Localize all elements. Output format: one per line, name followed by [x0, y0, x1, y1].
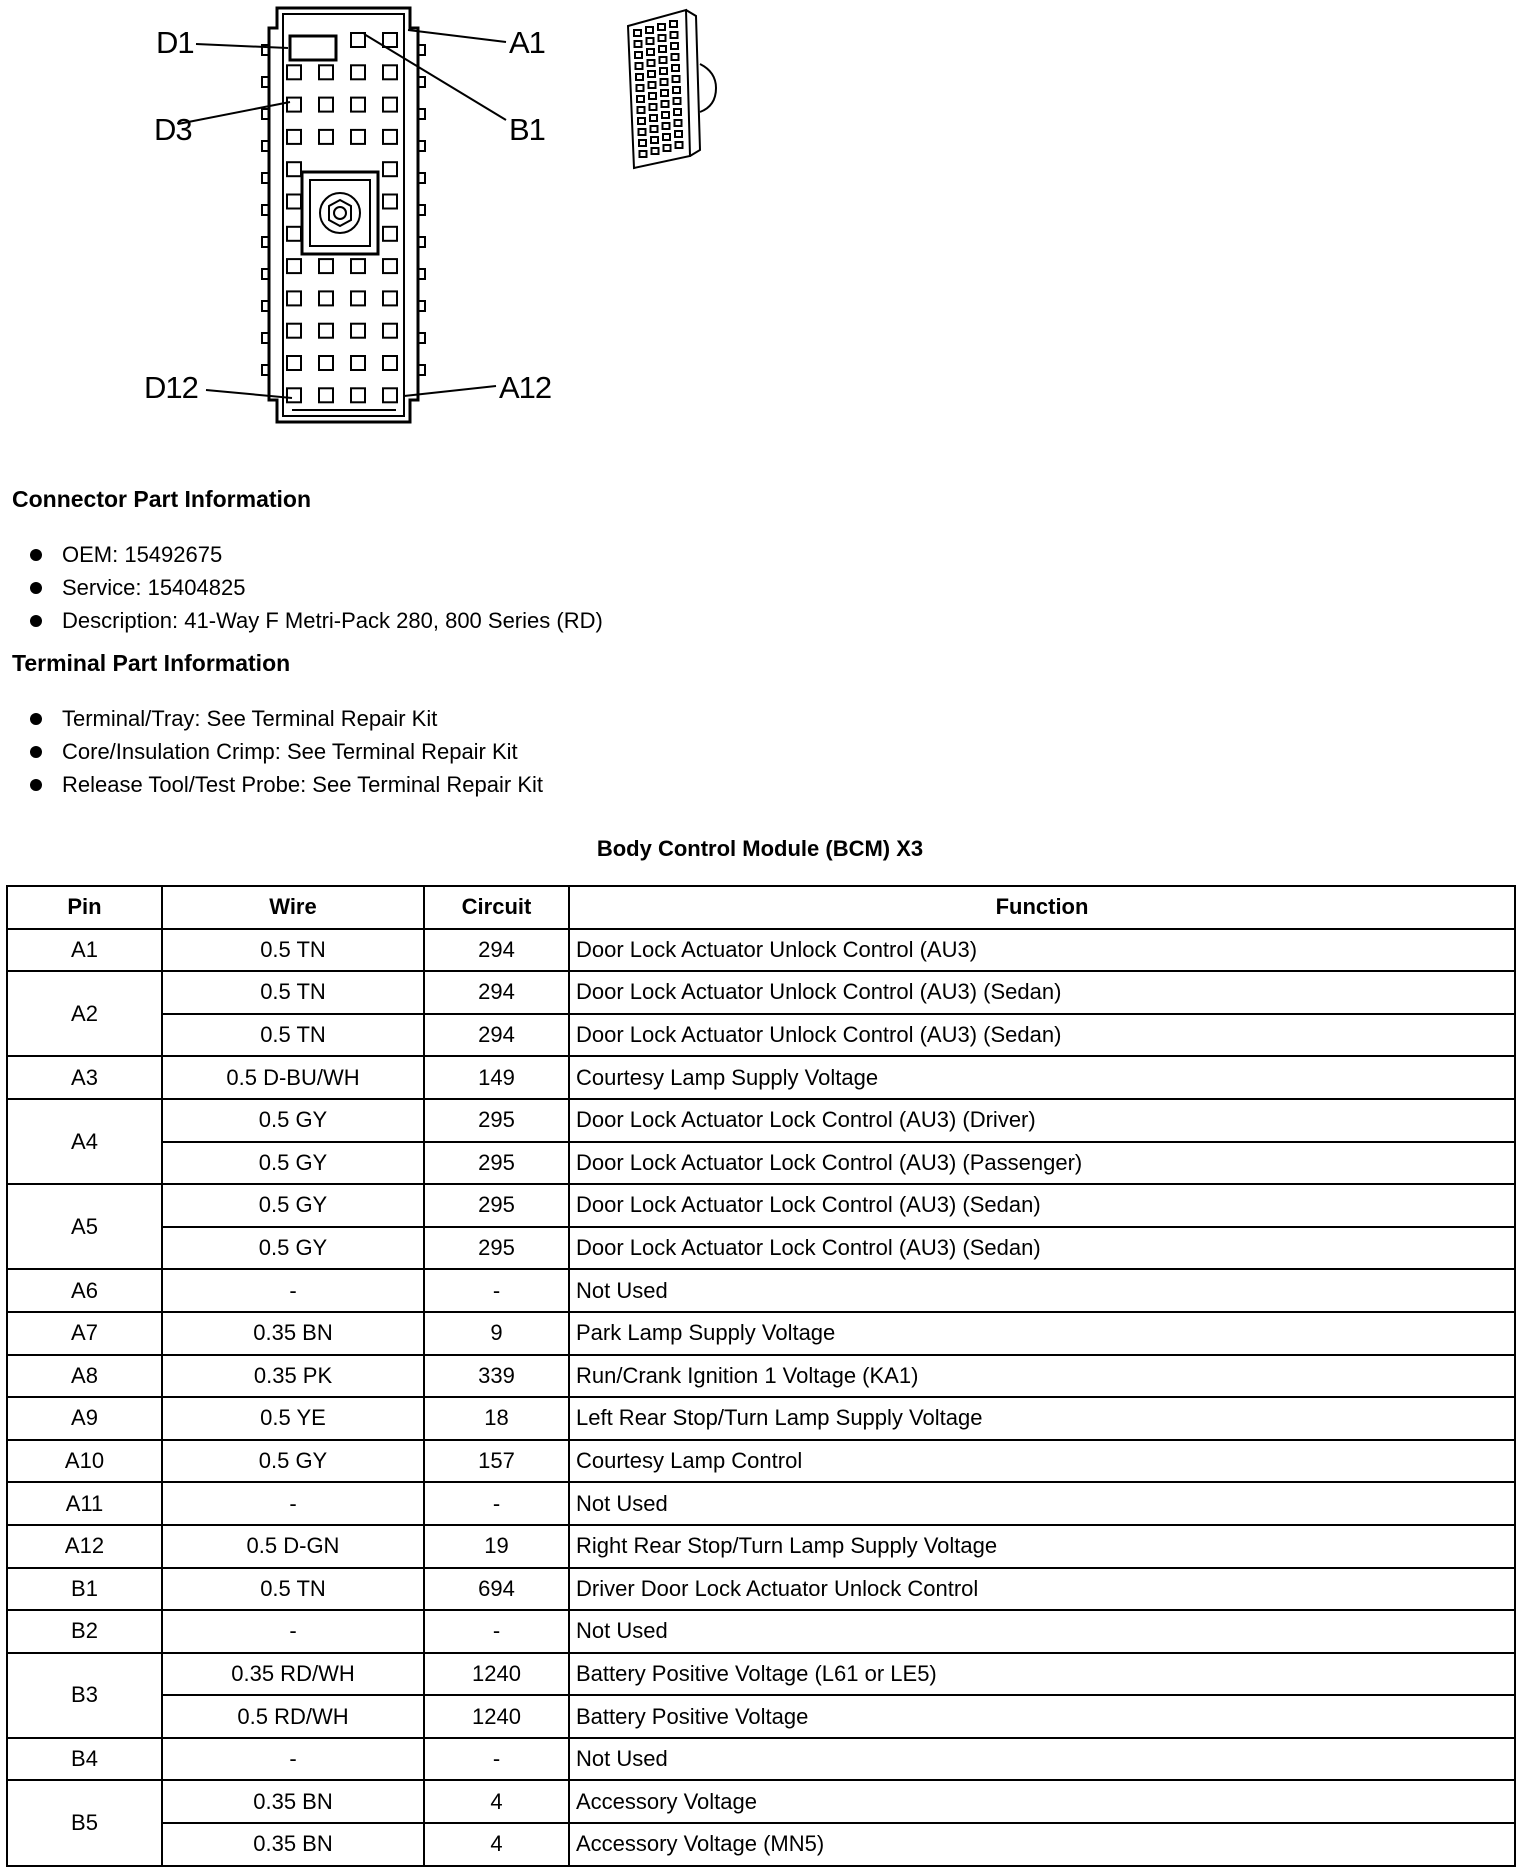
table-row	[7, 929, 1515, 972]
table-row	[7, 1269, 1515, 1312]
perspective-cavity	[662, 101, 669, 107]
perspective-cavity	[659, 35, 666, 41]
table-row	[7, 1397, 1515, 1440]
pin-cavity	[287, 195, 301, 209]
pin-cavity	[351, 356, 365, 370]
perspective-cavity	[637, 85, 644, 91]
circuit-cell: 1240	[424, 1695, 569, 1738]
perspective-cavity	[647, 38, 654, 44]
terminal-info-crimp: Core/Insulation Crimp: See Terminal Repair Kit	[30, 735, 543, 768]
function-cell: Park Lamp Supply Voltage	[569, 1312, 1515, 1355]
function-cell: Courtesy Lamp Control	[569, 1440, 1515, 1483]
perspective-cavity	[651, 126, 658, 132]
pin-cell: A11	[7, 1482, 162, 1525]
circuit-cell: 295	[424, 1099, 569, 1142]
table-row	[7, 1738, 1515, 1781]
pin-cell: A5	[7, 1184, 162, 1269]
function-cell: Battery Positive Voltage (L61 or LE5)	[569, 1653, 1515, 1696]
pin-cell: B1	[7, 1568, 162, 1611]
callout-a1: A1	[509, 25, 545, 60]
wire-cell: -	[162, 1738, 424, 1781]
pin-cell: A6	[7, 1269, 162, 1312]
circuit-cell: 339	[424, 1355, 569, 1398]
function-cell: Door Lock Actuator Lock Control (AU3) (Passenger)	[569, 1142, 1515, 1185]
table-row	[7, 1056, 1515, 1099]
connector-info-oem: OEM: 15492675	[30, 538, 603, 571]
wire-cell: 0.5 TN	[162, 929, 424, 972]
perspective-cavity	[649, 82, 656, 88]
perspective-cavity	[675, 131, 682, 137]
table-row	[7, 1099, 1515, 1142]
function-cell: Driver Door Lock Actuator Unlock Control	[569, 1568, 1515, 1611]
pin-cavity	[351, 259, 365, 273]
circuit-cell: 9	[424, 1312, 569, 1355]
perspective-cavity	[639, 140, 646, 146]
pin-cavity	[383, 65, 397, 79]
pin-cell: A9	[7, 1397, 162, 1440]
function-cell: Run/Crank Ignition 1 Voltage (KA1)	[569, 1355, 1515, 1398]
perspective-cavity	[652, 148, 659, 154]
pin-cell: A8	[7, 1355, 162, 1398]
wire-cell: 0.5 YE	[162, 1397, 424, 1440]
pin-cavity	[287, 65, 301, 79]
terminal-info-release-tool: Release Tool/Test Probe: See Terminal Repair Kit	[30, 768, 543, 801]
pin-cavity	[383, 195, 397, 209]
perspective-cavity	[650, 115, 657, 121]
wire-cell: 0.5 D-GN	[162, 1525, 424, 1568]
perspective-cavity	[651, 137, 658, 143]
perspective-cavity	[663, 123, 670, 129]
wire-cell: 0.5 GY	[162, 1227, 424, 1270]
circuit-cell: 149	[424, 1056, 569, 1099]
function-cell: Not Used	[569, 1269, 1515, 1312]
perspective-cavity	[662, 112, 669, 118]
pin-cavity	[383, 356, 397, 370]
wire-cell: -	[162, 1269, 424, 1312]
wire-cell: 0.35 BN	[162, 1312, 424, 1355]
pin-cell: A10	[7, 1440, 162, 1483]
perspective-cavity	[659, 46, 666, 52]
function-cell: Battery Positive Voltage	[569, 1695, 1515, 1738]
pin-cavity	[383, 259, 397, 273]
pin-cavity	[351, 291, 365, 305]
table-header-row	[7, 886, 1515, 929]
perspective-cavity	[673, 87, 680, 93]
connector-info-heading: Connector Part Information	[12, 486, 312, 512]
wire-cell: 0.35 BN	[162, 1823, 424, 1866]
function-cell: Door Lock Actuator Lock Control (AU3) (Sedan)	[569, 1184, 1515, 1227]
connector-perspective-view	[628, 10, 716, 168]
perspective-cavity	[673, 76, 680, 82]
wire-cell: 0.5 GY	[162, 1142, 424, 1185]
table-row	[7, 1695, 1515, 1738]
pin-cavity	[287, 259, 301, 273]
pin-cavity	[319, 356, 333, 370]
circuit-cell: -	[424, 1482, 569, 1525]
callout-d12: D12	[144, 370, 198, 405]
perspective-cavity	[672, 65, 679, 71]
header-function: Function	[569, 886, 1515, 929]
function-cell: Right Rear Stop/Turn Lamp Supply Voltage	[569, 1525, 1515, 1568]
circuit-cell: 294	[424, 929, 569, 972]
pin-cavity	[287, 388, 301, 402]
connector-face-view	[262, 8, 425, 422]
table-row	[7, 1610, 1515, 1653]
wire-cell: 0.5 RD/WH	[162, 1695, 424, 1738]
connector-info-description: Description: 41-Way F Metri-Pack 280, 800 Series (RD)	[30, 604, 603, 637]
perspective-cavity	[634, 30, 641, 36]
circuit-cell: 19	[424, 1525, 569, 1568]
pin-cell: B5	[7, 1780, 162, 1865]
perspective-cavity	[676, 142, 683, 148]
wire-cell: 0.5 TN	[162, 971, 424, 1014]
wire-cell: 0.35 BN	[162, 1780, 424, 1823]
pin-cavity	[319, 98, 333, 112]
table-caption: Body Control Module (BCM) X3	[596, 836, 924, 861]
wire-cell: 0.5 GY	[162, 1440, 424, 1483]
perspective-cavity	[674, 98, 681, 104]
circuit-cell: 18	[424, 1397, 569, 1440]
perspective-cavity	[635, 41, 642, 47]
perspective-cavity	[649, 93, 656, 99]
perspective-cavity	[647, 49, 654, 55]
circuit-cell: -	[424, 1610, 569, 1653]
circuit-cell: 294	[424, 971, 569, 1014]
table-row	[7, 1440, 1515, 1483]
pin-cavity	[383, 388, 397, 402]
circuit-cell: 1240	[424, 1653, 569, 1696]
circuit-cell: 295	[424, 1227, 569, 1270]
table-body	[7, 929, 1515, 1866]
wire-cell: 0.5 GY	[162, 1184, 424, 1227]
table-row	[7, 1355, 1515, 1398]
pin-cavity	[319, 291, 333, 305]
pin-cavity	[351, 65, 365, 79]
terminal-info-list	[30, 702, 543, 801]
terminal-info-heading: Terminal Part Information	[12, 650, 291, 676]
terminal-info-tray: Terminal/Tray: See Terminal Repair Kit	[30, 702, 543, 735]
connector-info-list	[30, 538, 603, 637]
function-cell: Not Used	[569, 1610, 1515, 1653]
wire-cell: -	[162, 1610, 424, 1653]
wire-cell: 0.35 PK	[162, 1355, 424, 1398]
pin-cavity	[287, 130, 301, 144]
circuit-cell: 4	[424, 1823, 569, 1866]
circuit-cell: 694	[424, 1568, 569, 1611]
pin-cell: A12	[7, 1525, 162, 1568]
wire-cell: 0.35 RD/WH	[162, 1653, 424, 1696]
wire-cell: -	[162, 1482, 424, 1525]
perspective-cavity	[640, 151, 647, 157]
wire-cell: 0.5 TN	[162, 1014, 424, 1057]
pin-cavity	[319, 388, 333, 402]
perspective-cavity	[674, 109, 681, 115]
pin-cavity	[319, 259, 333, 273]
pinout-table	[6, 885, 1516, 1867]
wire-cell: 0.5 GY	[162, 1099, 424, 1142]
callout-a12: A12	[499, 370, 552, 405]
perspective-cavity	[661, 90, 668, 96]
perspective-cavity	[658, 24, 665, 30]
header-pin: Pin	[7, 886, 162, 929]
function-cell: Accessory Voltage (MN5)	[569, 1823, 1515, 1866]
perspective-cavity	[650, 104, 657, 110]
function-cell: Door Lock Actuator Unlock Control (AU3) (Sedan)	[569, 1014, 1515, 1057]
function-cell: Door Lock Actuator Unlock Control (AU3) (Sedan)	[569, 971, 1515, 1014]
table-row	[7, 1142, 1515, 1185]
function-cell: Door Lock Actuator Lock Control (AU3) (Driver)	[569, 1099, 1515, 1142]
pin-cavity	[383, 33, 397, 47]
table-row	[7, 1525, 1515, 1568]
perspective-cavity	[637, 96, 644, 102]
pin-cavity	[383, 162, 397, 176]
table-row	[7, 1227, 1515, 1270]
wire-cell: 0.5 D-BU/WH	[162, 1056, 424, 1099]
table-row	[7, 1312, 1515, 1355]
pin-cavity	[287, 324, 301, 338]
circuit-cell: 295	[424, 1184, 569, 1227]
function-cell: Not Used	[569, 1738, 1515, 1781]
perspective-cavity	[636, 63, 643, 69]
table-row	[7, 1823, 1515, 1866]
pin-cell: A4	[7, 1099, 162, 1184]
function-cell: Door Lock Actuator Lock Control (AU3) (Sedan)	[569, 1227, 1515, 1270]
pin-cavity	[383, 324, 397, 338]
callout-b1: B1	[509, 112, 545, 147]
function-cell: Accessory Voltage	[569, 1780, 1515, 1823]
pin-cavity	[287, 98, 301, 112]
perspective-cavity	[638, 107, 645, 113]
table-row	[7, 1482, 1515, 1525]
circuit-cell: -	[424, 1738, 569, 1781]
pin-cell: B4	[7, 1738, 162, 1781]
pin-cavity	[287, 356, 301, 370]
perspective-cavity	[635, 52, 642, 58]
connector-info-service: Service: 15404825	[30, 571, 603, 604]
pin-cavity	[383, 227, 397, 241]
function-cell: Door Lock Actuator Unlock Control (AU3)	[569, 929, 1515, 972]
function-cell: Not Used	[569, 1482, 1515, 1525]
perspective-cavity	[671, 43, 678, 49]
perspective-cavity	[664, 145, 671, 151]
pin-cell: B3	[7, 1653, 162, 1738]
pin-cavity	[319, 324, 333, 338]
pin-cell: A3	[7, 1056, 162, 1099]
pin-cavity	[287, 227, 301, 241]
perspective-cavity	[638, 118, 645, 124]
circuit-cell: 4	[424, 1780, 569, 1823]
pin-cavity	[383, 98, 397, 112]
pin-cell: A2	[7, 971, 162, 1056]
pin-cavity	[383, 130, 397, 144]
pin-cavity	[351, 130, 365, 144]
perspective-cavity	[636, 74, 643, 80]
table-row	[7, 1568, 1515, 1611]
pin-cavity	[383, 291, 397, 305]
pin-cavity	[351, 324, 365, 338]
perspective-cavity	[646, 27, 653, 33]
perspective-cavity	[671, 32, 678, 38]
circuit-cell: -	[424, 1269, 569, 1312]
perspective-cavity	[661, 79, 668, 85]
perspective-cavity	[675, 120, 682, 126]
pin-cavity	[351, 388, 365, 402]
table-row	[7, 1014, 1515, 1057]
circuit-cell: 157	[424, 1440, 569, 1483]
table-row	[7, 1184, 1515, 1227]
pin-cavity	[287, 291, 301, 305]
perspective-cavity	[648, 60, 655, 66]
perspective-cavity	[648, 71, 655, 77]
pin-cavity	[351, 33, 365, 47]
pin-cavity	[319, 130, 333, 144]
perspective-cavity	[639, 129, 646, 135]
table-row	[7, 971, 1515, 1014]
perspective-cavity	[663, 134, 670, 140]
function-cell: Left Rear Stop/Turn Lamp Supply Voltage	[569, 1397, 1515, 1440]
pin-cavity	[351, 98, 365, 112]
perspective-cavity	[672, 54, 679, 60]
pin-cavity	[287, 162, 301, 176]
pin-cell: B2	[7, 1610, 162, 1653]
connector-diagram	[0, 0, 1520, 440]
circuit-cell: 295	[424, 1142, 569, 1185]
perspective-cavity	[660, 57, 667, 63]
pin-cell: A7	[7, 1312, 162, 1355]
header-wire: Wire	[162, 886, 424, 929]
pin-cell: A1	[7, 929, 162, 972]
perspective-cavity	[670, 21, 677, 27]
table-row	[7, 1780, 1515, 1823]
circuit-cell: 294	[424, 1014, 569, 1057]
wire-cell: 0.5 TN	[162, 1568, 424, 1611]
callout-leaders	[178, 30, 506, 398]
callout-d1: D1	[156, 25, 194, 60]
callout-d3: D3	[154, 112, 192, 147]
header-circuit: Circuit	[424, 886, 569, 929]
table-row	[7, 1653, 1515, 1696]
perspective-cavity	[660, 68, 667, 74]
pin-cavity	[319, 65, 333, 79]
function-cell: Courtesy Lamp Supply Voltage	[569, 1056, 1515, 1099]
